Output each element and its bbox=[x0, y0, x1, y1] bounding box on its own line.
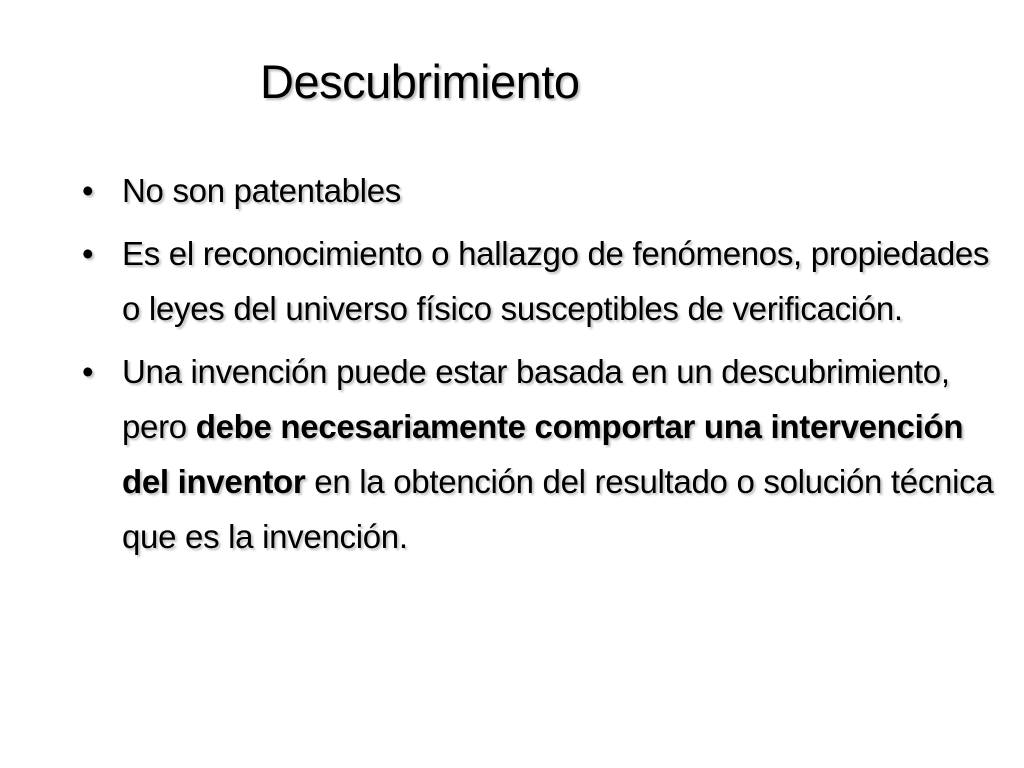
bullet-item bbox=[78, 344, 998, 564]
slide-title: Descubrimiento bbox=[260, 55, 580, 108]
bullet-text: No son patentables bbox=[122, 172, 401, 209]
bullet-text-end: en la obtención del resultado o solución técnica que es la invención. bbox=[122, 463, 994, 555]
bullet-icon: • bbox=[82, 235, 94, 272]
bullet-text-emphasis: debe necesariamente comportar una intervención del inventor bbox=[122, 408, 964, 500]
bullet-list bbox=[78, 163, 998, 572]
bullet-item bbox=[78, 163, 998, 218]
bullet-text: Es el reconocimiento o hallazgo de fenómenos, propiedades o leyes del universo físico susceptibles de verificación. bbox=[122, 235, 990, 327]
bullet-icon: • bbox=[82, 353, 94, 390]
bullet-item bbox=[78, 226, 998, 336]
bullet-text-start: Una invención puede estar basada en un descubrimiento, pero bbox=[122, 353, 950, 445]
bullet-icon: • bbox=[82, 172, 94, 209]
